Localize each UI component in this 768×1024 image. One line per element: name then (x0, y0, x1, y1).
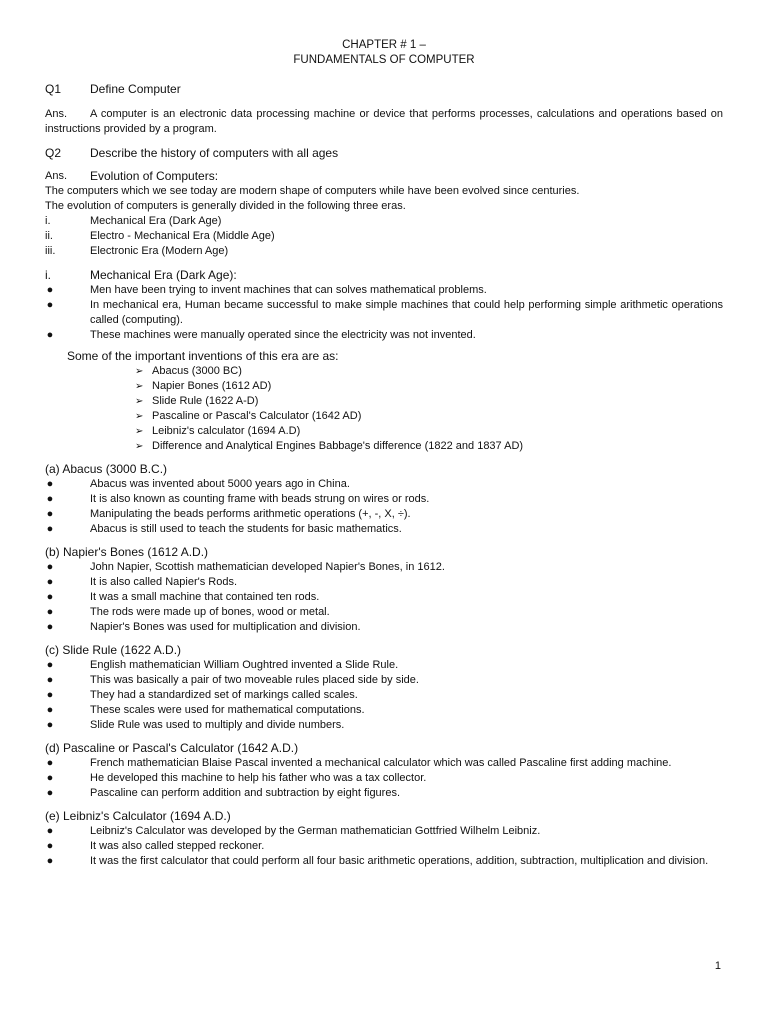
bullet-icon: ● (46, 561, 54, 573)
list-item-text: John Napier, Scottish mathematician developed Napier's Bones, in 1612. (90, 561, 445, 573)
list-item (45, 477, 723, 492)
list-item (135, 394, 723, 409)
list-item (45, 522, 723, 537)
section-heading-leibniz: (e) Leibniz's Calculator (1694 A.D.) (45, 809, 231, 823)
list-item (45, 673, 723, 688)
list-item-text: Pascaline or Pascal's Calculator (1642 AD) (152, 410, 362, 422)
bullet-icon: ● (46, 621, 54, 633)
list-item-text: This was basically a pair of two moveable rules placed side by side. (90, 674, 419, 686)
question-text: Define Computer (90, 82, 181, 96)
list-item (45, 492, 723, 507)
mechanical-era-bullets (45, 283, 723, 343)
answer-label: Ans. (45, 170, 68, 182)
answer-2-heading (45, 169, 723, 184)
list-item-text: Leibniz's calculator (1694 A.D) (152, 425, 301, 437)
list-item-text: It was the first calculator that could perform all four basic arithmetic operations, addition, subtraction, multiplication and division. (90, 855, 709, 867)
bullet-icon: ● (46, 674, 54, 686)
napiers-bones-bullets (45, 560, 723, 635)
list-item (45, 298, 723, 328)
bullet-icon: ● (46, 825, 54, 837)
bullet-icon: ● (46, 757, 54, 769)
question-text: Describe the history of computers with all ages (90, 146, 339, 160)
bullet-icon: ● (46, 329, 54, 341)
list-item (135, 439, 723, 454)
list-item (45, 507, 723, 522)
answer-1-text: A computer is an electronic data processing machine or device that performs processes, calculations and operations based on instructions provided by a program. (45, 108, 723, 135)
list-item (135, 409, 723, 424)
list-item-text: Pascaline can perform addition and subtraction by eight figures. (90, 787, 401, 799)
answer-label: Ans. (45, 108, 68, 120)
bullet-icon: ● (46, 855, 54, 867)
list-item (45, 560, 723, 575)
list-item-text: These machines were manually operated since the electricity was not invented. (90, 329, 476, 341)
mechanical-era-heading (45, 268, 723, 283)
bullet-icon: ● (46, 299, 54, 311)
list-item-text: Napier Bones (1612 AD) (152, 380, 272, 392)
list-item (45, 854, 723, 869)
section-heading-abacus: (a) Abacus (3000 B.C.) (45, 462, 168, 476)
list-item (45, 590, 723, 605)
list-item-text: Men have been trying to invent machines that can solves mathematical problems. (90, 284, 487, 296)
inventions-list (45, 364, 723, 454)
leibniz-bullets (45, 824, 723, 869)
inventions-heading: Some of the important inventions of this era are as: (67, 349, 339, 363)
era-list (45, 214, 723, 259)
era-text: Electro - Mechanical Era (Middle Age) (90, 230, 275, 242)
bullet-icon: ● (46, 772, 54, 784)
section-title: Mechanical Era (Dark Age): (90, 268, 237, 282)
list-item (45, 658, 723, 673)
era-text: Electronic Era (Modern Age) (90, 245, 229, 257)
era-number: ii. (45, 230, 53, 242)
question-number: Q2 (45, 146, 62, 160)
bullet-icon: ● (46, 787, 54, 799)
list-item (45, 575, 723, 590)
list-item (45, 605, 723, 620)
list-item (45, 283, 723, 298)
list-item (45, 718, 723, 733)
list-item (135, 364, 723, 379)
list-item-text: French mathematician Blaise Pascal invented a mechanical calculator which was called Pascaline first adding machine. (90, 757, 672, 769)
bullet-icon: ● (46, 689, 54, 701)
arrow-bullet-icon: ➢ (135, 426, 144, 437)
list-item (45, 786, 723, 801)
list-item-text: They had a standardized set of markings called scales. (90, 689, 358, 701)
question-number: Q1 (45, 82, 62, 96)
section-heading-napiers-bones: (b) Napier's Bones (1612 A.D.) (45, 545, 209, 559)
list-item-text: Leibniz's Calculator was developed by the German mathematician Gottfried Wilhelm Leibniz. (90, 825, 541, 837)
bullet-icon: ● (46, 591, 54, 603)
list-item (45, 688, 723, 703)
bullet-icon: ● (46, 523, 54, 535)
arrow-bullet-icon: ➢ (135, 396, 144, 407)
era-item (45, 214, 723, 229)
list-item-text: It was a small machine that contained ten rods. (90, 591, 320, 603)
list-item-text: Slide Rule was used to multiply and divide numbers. (90, 719, 345, 731)
list-item-text: It was also called stepped reckoner. (90, 840, 265, 852)
bullet-icon: ● (46, 478, 54, 490)
arrow-bullet-icon: ➢ (135, 366, 144, 377)
section-heading-slide-rule: (c) Slide Rule (1622 A.D.) (45, 643, 182, 657)
list-item-text: English mathematician William Oughtred invented a Slide Rule. (90, 659, 399, 671)
evolution-line-1: The computers which we see today are modern shape of computers while have been evolved since centuries. (45, 185, 580, 197)
list-item-text: Abacus (3000 BC) (152, 365, 242, 377)
chapter-number: CHAPTER # 1 – (342, 39, 426, 51)
list-item-text: The rods were made up of bones, wood or metal. (90, 606, 330, 618)
evolution-heading: Evolution of Computers: (90, 169, 219, 183)
list-item-text: Manipulating the beads performs arithmetic operations (+, -, X, ÷). (90, 508, 411, 520)
bullet-icon: ● (46, 719, 54, 731)
list-item-text: These scales were used for mathematical computations. (90, 704, 365, 716)
page-number: 1 (714, 960, 721, 972)
chapter-name: FUNDAMENTALS OF COMPUTER (293, 54, 475, 66)
era-text: Mechanical Era (Dark Age) (90, 215, 222, 227)
list-item (45, 839, 723, 854)
era-number: i. (45, 215, 51, 227)
pascaline-bullets (45, 756, 723, 801)
list-item-text: Napier's Bones was used for multiplication and division. (90, 621, 361, 633)
chapter-title (0, 38, 768, 68)
list-item (45, 328, 723, 343)
era-item (45, 229, 723, 244)
list-item-text: He developed this machine to help his father who was a tax collector. (90, 772, 427, 784)
document-body (45, 82, 723, 869)
section-heading-pascaline: (d) Pascaline or Pascal's Calculator (1642 A.D.) (45, 741, 299, 755)
bullet-icon: ● (46, 659, 54, 671)
evolution-line-2: The evolution of computers is generally divided in the following three eras. (45, 200, 406, 212)
list-item (45, 703, 723, 718)
arrow-bullet-icon: ➢ (135, 441, 144, 452)
arrow-bullet-icon: ➢ (135, 411, 144, 422)
bullet-icon: ● (46, 606, 54, 618)
bullet-icon: ● (46, 576, 54, 588)
arrow-bullet-icon: ➢ (135, 381, 144, 392)
list-item (45, 771, 723, 786)
list-item (45, 824, 723, 839)
list-item-text: Difference and Analytical Engines Babbage's difference (1822 and 1837 AD) (152, 440, 524, 452)
list-item-text: It is also known as counting frame with beads strung on wires or rods. (90, 493, 430, 505)
era-number: iii. (45, 245, 56, 257)
era-item (45, 244, 723, 259)
bullet-icon: ● (46, 704, 54, 716)
list-item (135, 379, 723, 394)
list-item-text: Slide Rule (1622 A-D) (152, 395, 259, 407)
abacus-bullets (45, 477, 723, 537)
bullet-icon: ● (46, 493, 54, 505)
list-item-text: It is also called Napier's Rods. (90, 576, 237, 588)
question-1 (45, 82, 723, 97)
list-item (135, 424, 723, 439)
list-item-text: Abacus is still used to teach the students for basic mathematics. (90, 523, 402, 535)
bullet-icon: ● (46, 284, 54, 296)
list-item (45, 620, 723, 635)
list-item-text: In mechanical era, Human became successful to make simple machines that could help performing simple arithmetic operations called (computing). (90, 299, 723, 326)
section-number: i. (45, 268, 51, 282)
bullet-icon: ● (46, 840, 54, 852)
list-item-text: Abacus was invented about 5000 years ago in China. (90, 478, 350, 490)
bullet-icon: ● (46, 508, 54, 520)
slide-rule-bullets (45, 658, 723, 733)
question-2 (45, 146, 723, 161)
list-item (45, 756, 723, 771)
